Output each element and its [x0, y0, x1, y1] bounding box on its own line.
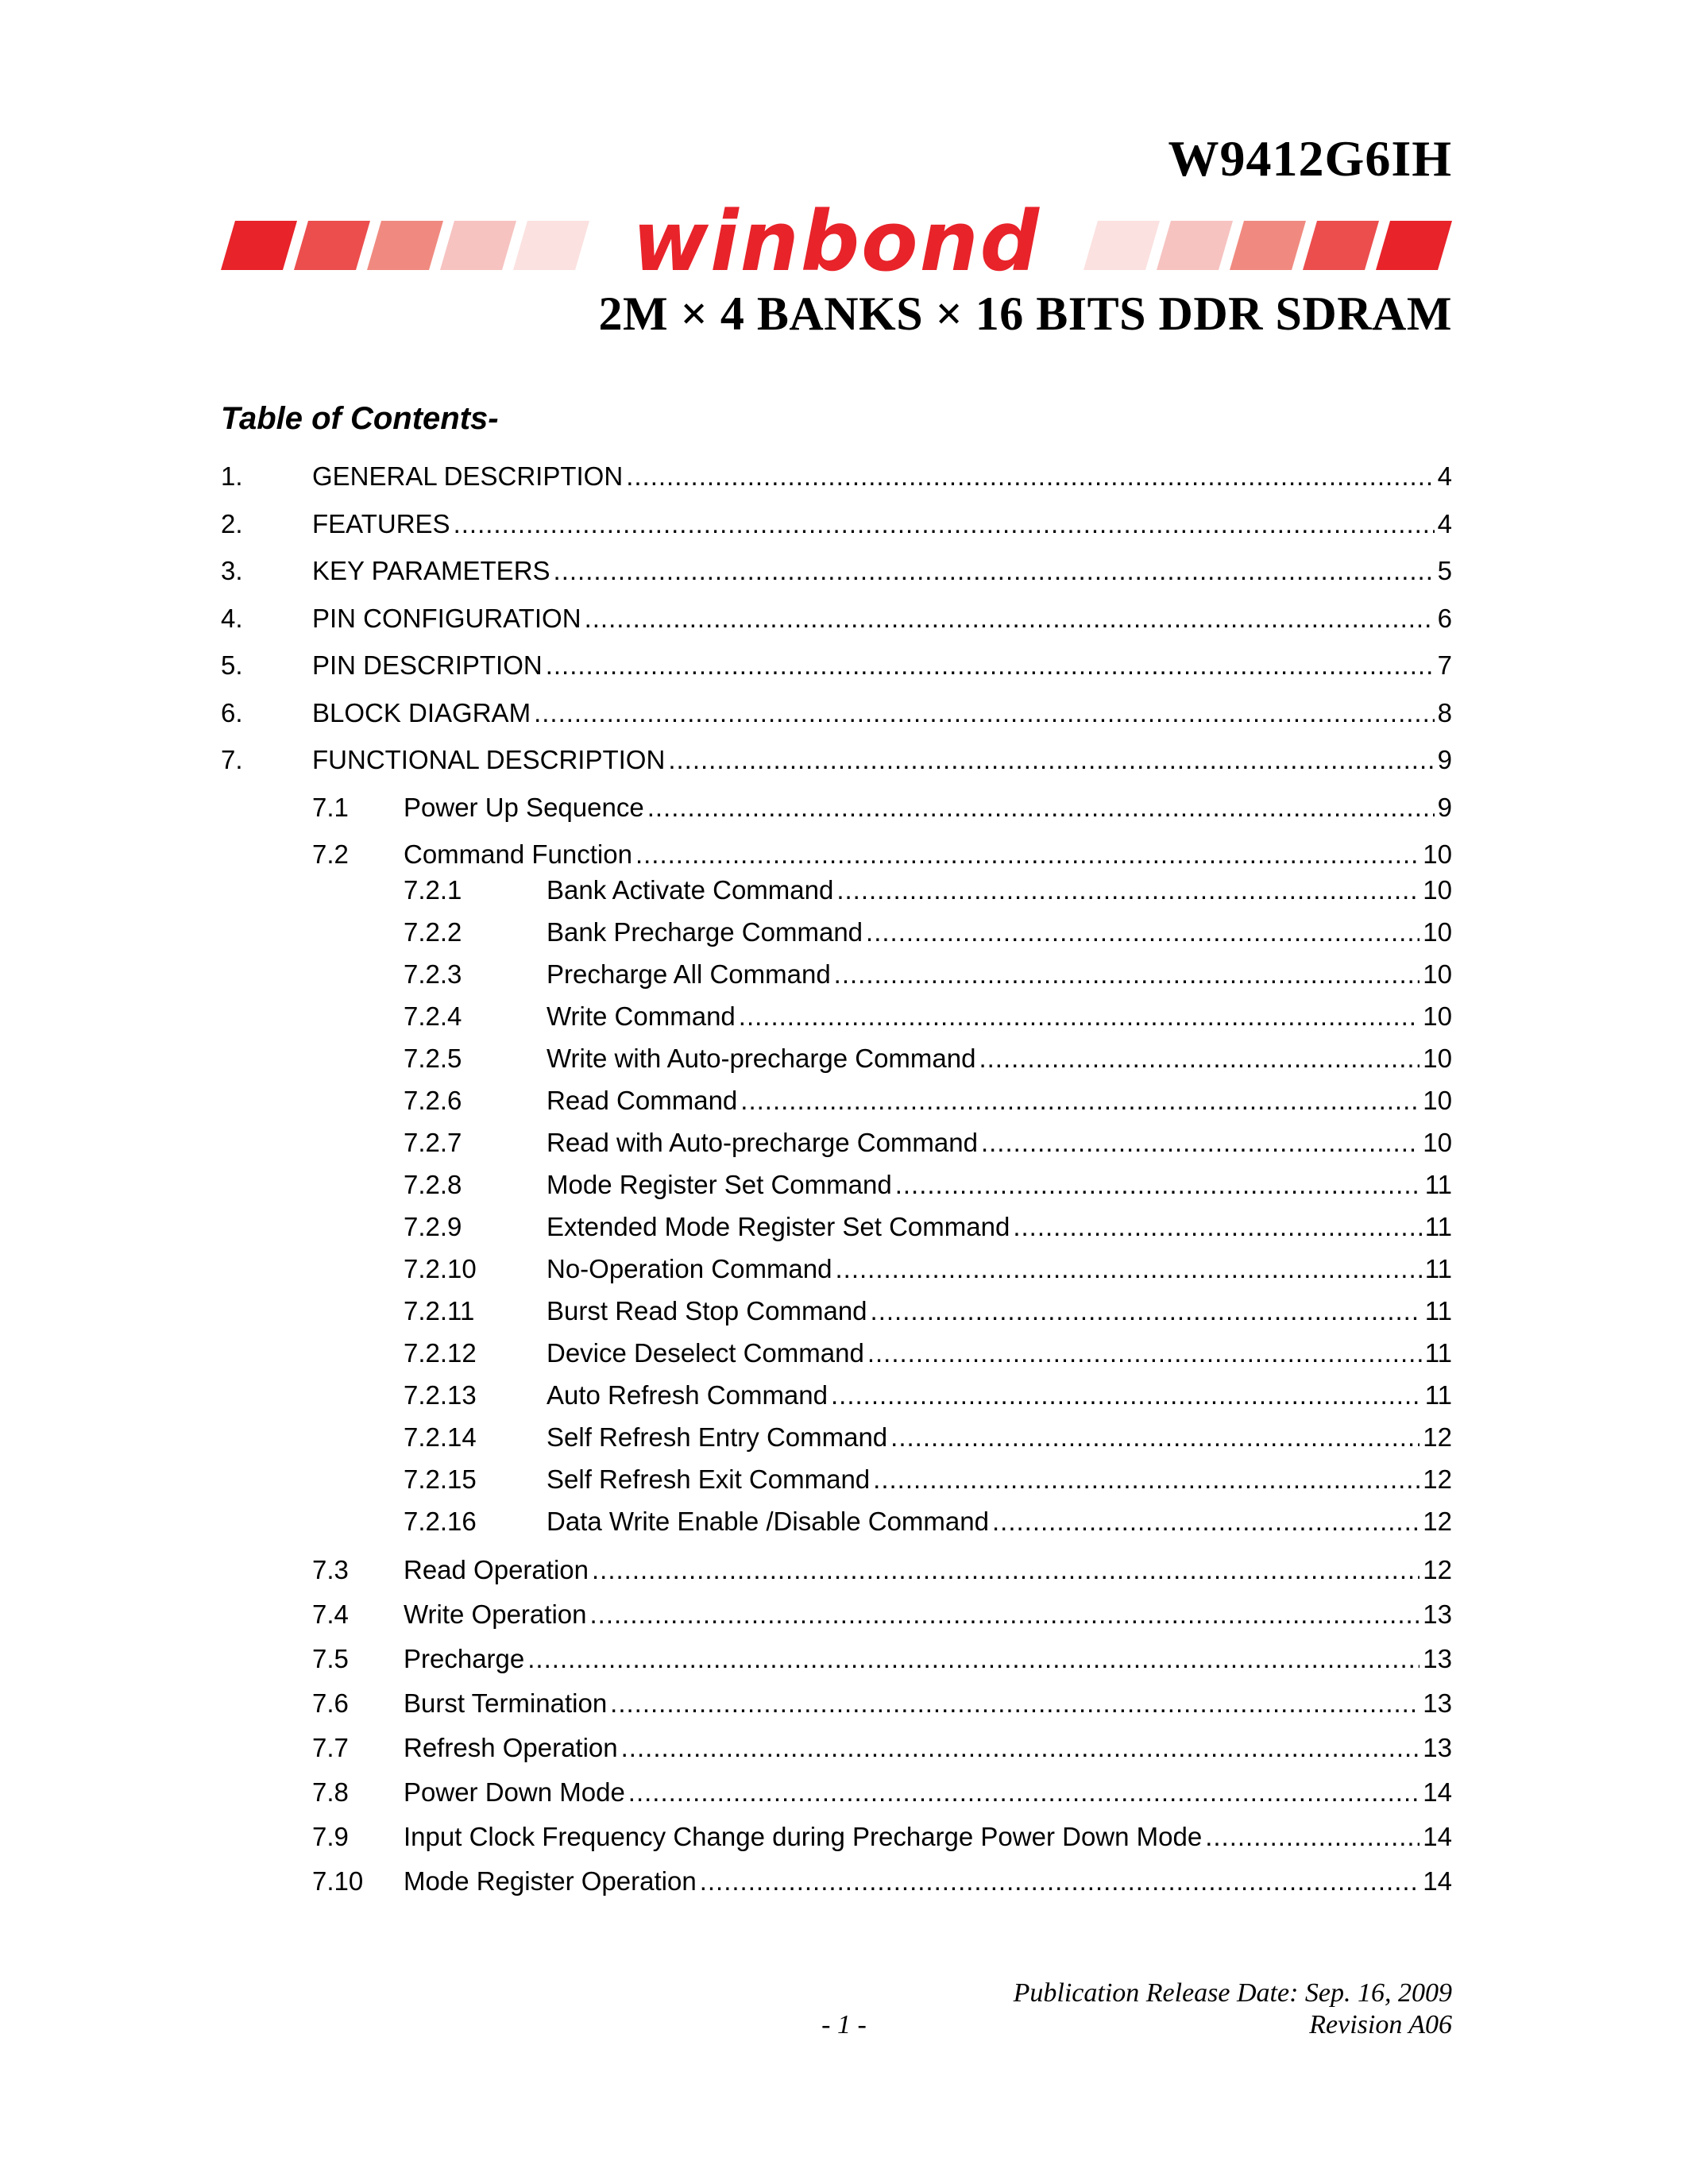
toc-entry-number: 7.2.6	[404, 1086, 462, 1115]
toc-entry-number: 5.	[221, 650, 243, 680]
toc-entry-number: 7.2.2	[404, 917, 462, 947]
dot-leader	[626, 459, 1434, 494]
toc-entry-title: Device Deselect Command	[547, 1338, 864, 1368]
toc-entry-number: 6.	[221, 697, 243, 727]
dot-leader	[610, 1686, 1420, 1721]
dot-leader	[621, 1731, 1420, 1765]
toc-entry-number: 1.	[221, 461, 243, 491]
revision: Revision A06	[1309, 2010, 1452, 2039]
toc-entry-number: 7.2.7	[404, 1128, 462, 1157]
dot-leader	[647, 790, 1435, 825]
toc-entry-page: 13	[1423, 1599, 1452, 1629]
toc-entry-page: 4	[1437, 461, 1452, 491]
toc-entry-number: 7.1	[312, 792, 349, 822]
toc-entry-page: 10	[1423, 1086, 1452, 1115]
toc-entry-title: Read Command	[547, 1086, 738, 1115]
toc-entry-page: 11	[1424, 1338, 1452, 1368]
toc-entry[interactable]	[404, 1462, 1452, 1497]
dot-leader	[981, 1125, 1420, 1160]
toc-entry-page: 14	[1423, 1866, 1452, 1896]
dot-leader	[836, 1252, 1422, 1287]
toc-entry[interactable]	[404, 873, 1452, 908]
toc-entry[interactable]	[404, 1167, 1452, 1202]
toc-entry-title: Write with Auto-precharge Command	[547, 1044, 976, 1073]
dot-leader	[668, 743, 1434, 778]
toc-entry-number: 7.2.15	[404, 1464, 477, 1494]
toc-entry-number: 7.2.12	[404, 1338, 477, 1368]
toc-entry[interactable]	[312, 1642, 1452, 1677]
dot-leader	[873, 1462, 1420, 1497]
toc-entry-page: 14	[1423, 1822, 1452, 1851]
toc-entry-page: 14	[1423, 1777, 1452, 1807]
toc-entry-title: PIN CONFIGURATION	[312, 603, 581, 633]
toc-entry-title: Read Operation	[404, 1555, 589, 1584]
toc-entry-page: 11	[1424, 1254, 1452, 1283]
dot-leader	[895, 1167, 1422, 1202]
toc-entry-number: 7.	[221, 745, 243, 774]
toc-entry-number: 7.9	[312, 1822, 349, 1851]
toc-entry-page: 10	[1423, 1001, 1452, 1031]
toc-entry-page: 10	[1423, 1128, 1452, 1157]
toc-entry-title: Precharge	[404, 1644, 525, 1673]
document-subtitle: 2M × 4 BANKS × 16 BITS DDR SDRAM	[598, 287, 1452, 340]
page-number: - 1 -	[821, 2010, 867, 2039]
dot-leader	[890, 1420, 1420, 1455]
toc-entry-page: 11	[1424, 1380, 1452, 1410]
toc-entry-title: PIN DESCRIPTION	[312, 650, 543, 680]
toc-entry-page: 6	[1437, 603, 1452, 633]
dot-leader	[589, 1597, 1420, 1632]
toc-entry-title: Input Clock Frequency Change during Precharge Power Down Mode	[404, 1822, 1203, 1851]
toc-entry-page: 12	[1423, 1422, 1452, 1452]
dot-leader	[834, 957, 1420, 992]
dot-leader	[739, 999, 1420, 1034]
dot-leader	[585, 601, 1435, 636]
toc-entry-title: Mode Register Operation	[404, 1866, 697, 1896]
toc-entry[interactable]	[404, 1378, 1452, 1413]
toc-entry-title: FUNCTIONAL DESCRIPTION	[312, 745, 666, 774]
toc-entry[interactable]	[221, 743, 1452, 778]
toc-entry-title: Refresh Operation	[404, 1733, 618, 1762]
toc-entry-number: 7.4	[312, 1599, 349, 1629]
toc-entry-number: 7.2.16	[404, 1507, 477, 1536]
toc-entry-number: 7.2.8	[404, 1170, 462, 1199]
toc-entry[interactable]	[221, 554, 1452, 588]
toc-entry-page: 10	[1423, 839, 1452, 869]
toc-entry-title: Command Function	[404, 839, 632, 869]
toc-entry-title: BLOCK DIAGRAM	[312, 697, 531, 727]
toc-entry[interactable]	[221, 648, 1452, 683]
toc-entry-page: 12	[1423, 1464, 1452, 1494]
release-date: Publication Release Date: Sep. 16, 2009	[1013, 1978, 1452, 2008]
toc-entry-title: Mode Register Set Command	[547, 1170, 892, 1199]
toc-entry-page: 9	[1437, 792, 1452, 822]
toc-entry-title: Read with Auto-precharge Command	[547, 1128, 978, 1157]
toc-entry[interactable]	[312, 1553, 1452, 1588]
toc-entry[interactable]	[404, 1210, 1452, 1244]
toc-entry-number: 7.7	[312, 1733, 349, 1762]
dot-leader	[628, 1775, 1420, 1810]
toc-entry-title: Write Operation	[404, 1599, 587, 1629]
toc-entry-page: 4	[1437, 508, 1452, 538]
toc-entry[interactable]	[312, 1864, 1452, 1899]
dot-leader	[635, 837, 1420, 872]
dot-leader	[740, 1083, 1420, 1118]
toc-entry-page: 11	[1424, 1212, 1452, 1241]
toc-entry-page: 12	[1423, 1507, 1452, 1536]
toc-entry-number: 2.	[221, 508, 243, 538]
toc-entry-number: 7.2.14	[404, 1422, 477, 1452]
dot-leader	[554, 554, 1435, 588]
toc-entry-page: 5	[1437, 556, 1452, 585]
toc-entry[interactable]	[404, 1041, 1452, 1076]
dot-leader	[831, 1378, 1422, 1413]
dot-leader	[979, 1041, 1420, 1076]
toc-heading: Table of Contents-	[221, 401, 499, 436]
toc-entry[interactable]	[312, 1819, 1452, 1854]
toc-entry[interactable]	[404, 915, 1452, 950]
toc-entry-page: 10	[1423, 875, 1452, 905]
dot-leader	[454, 507, 1435, 542]
toc-entry-number: 7.3	[312, 1555, 349, 1584]
dot-leader	[534, 696, 1435, 731]
toc-entry-number: 7.2.13	[404, 1380, 477, 1410]
toc-entry-page: 12	[1423, 1555, 1452, 1584]
dot-leader	[1205, 1819, 1420, 1854]
toc-entry[interactable]	[404, 999, 1452, 1034]
dot-leader	[1013, 1210, 1421, 1244]
toc-entry-page: 8	[1437, 697, 1452, 727]
toc-entry-page: 11	[1424, 1170, 1452, 1199]
toc-entry-page: 9	[1437, 745, 1452, 774]
toc-entry[interactable]	[404, 1294, 1452, 1329]
toc-entry[interactable]	[221, 459, 1452, 494]
toc-entry[interactable]	[221, 601, 1452, 636]
toc-entry-number: 3.	[221, 556, 243, 585]
dot-leader	[871, 1294, 1422, 1329]
toc-entry-page: 13	[1423, 1733, 1452, 1762]
dot-leader	[836, 873, 1420, 908]
toc-entry-number: 4.	[221, 603, 243, 633]
dot-leader	[866, 915, 1420, 950]
toc-entry-number: 7.2.4	[404, 1001, 462, 1031]
toc-entry-page: 10	[1423, 1044, 1452, 1073]
toc-entry[interactable]	[221, 696, 1452, 731]
toc-entry-title: Burst Termination	[404, 1688, 608, 1718]
toc-entry[interactable]	[404, 1504, 1452, 1539]
dot-leader	[546, 648, 1435, 683]
dot-leader	[992, 1504, 1420, 1539]
toc-entry-number: 7.2.10	[404, 1254, 477, 1283]
dot-leader	[592, 1553, 1420, 1588]
toc-entry[interactable]	[404, 1336, 1452, 1371]
part-number: W9412G6IH	[1168, 130, 1452, 187]
dot-leader	[527, 1642, 1420, 1677]
toc-entry-title: Write Command	[547, 1001, 736, 1031]
toc-entry[interactable]	[404, 957, 1452, 992]
toc-entry[interactable]	[404, 1420, 1452, 1455]
toc-entry[interactable]	[312, 1686, 1452, 1721]
toc-entry-title: Precharge All Command	[547, 959, 831, 989]
toc-entry-number: 7.5	[312, 1644, 349, 1673]
toc-entry-title: Power Down Mode	[404, 1777, 625, 1807]
toc-entry-title: Self Refresh Exit Command	[547, 1464, 871, 1494]
toc-entry-number: 7.6	[312, 1688, 349, 1718]
toc-entry-title: KEY PARAMETERS	[312, 556, 550, 585]
toc-entry-number: 7.8	[312, 1777, 349, 1807]
toc-entry-number: 7.2.9	[404, 1212, 462, 1241]
toc-entry[interactable]	[312, 1731, 1452, 1765]
toc-entry-title: No-Operation Command	[547, 1254, 832, 1283]
toc-entry-number: 7.2.3	[404, 959, 462, 989]
toc-entry-number: 7.2.5	[404, 1044, 462, 1073]
toc-entry-title: Extended Mode Register Set Command	[547, 1212, 1010, 1241]
toc-entry-title: Burst Read Stop Command	[547, 1296, 867, 1325]
toc-entry-title: Auto Refresh Command	[547, 1380, 828, 1410]
toc-entry-number: 7.2.11	[404, 1296, 475, 1325]
toc-entry-title: GENERAL DESCRIPTION	[312, 461, 624, 491]
toc-entry-page: 13	[1423, 1688, 1452, 1718]
toc-entry-title: Self Refresh Entry Command	[547, 1422, 888, 1452]
toc-entry-title: FEATURES	[312, 508, 450, 538]
toc-entry-page: 10	[1423, 959, 1452, 989]
toc-entry[interactable]	[312, 1775, 1452, 1810]
brand-wordmark: winbond	[632, 193, 1041, 290]
toc-entry-page: 10	[1423, 917, 1452, 947]
toc-entry[interactable]	[404, 1125, 1452, 1160]
toc-entry-page: 13	[1423, 1644, 1452, 1673]
toc-entry[interactable]	[404, 1252, 1452, 1287]
dot-leader	[867, 1336, 1422, 1371]
winbond-logo	[221, 193, 1452, 290]
toc-entry-page: 7	[1437, 650, 1452, 680]
toc-entry-title: Data Write Enable /Disable Command	[547, 1507, 989, 1536]
toc-entry-number: 7.10	[312, 1866, 364, 1896]
dot-leader	[700, 1864, 1420, 1899]
toc-entry-page: 11	[1424, 1296, 1452, 1325]
toc-entry-title: Bank Precharge Command	[547, 917, 863, 947]
toc-entry[interactable]	[404, 1083, 1452, 1118]
toc-entry-number: 7.2.1	[404, 875, 462, 905]
toc-entry-title: Bank Activate Command	[547, 875, 834, 905]
toc-entry[interactable]	[312, 790, 1452, 825]
toc-entry-title: Power Up Sequence	[404, 792, 644, 822]
toc-entry[interactable]	[221, 507, 1452, 542]
toc-entry[interactable]	[312, 837, 1452, 872]
toc-entry-number: 7.2	[312, 839, 349, 869]
toc-entry[interactable]	[312, 1597, 1452, 1632]
